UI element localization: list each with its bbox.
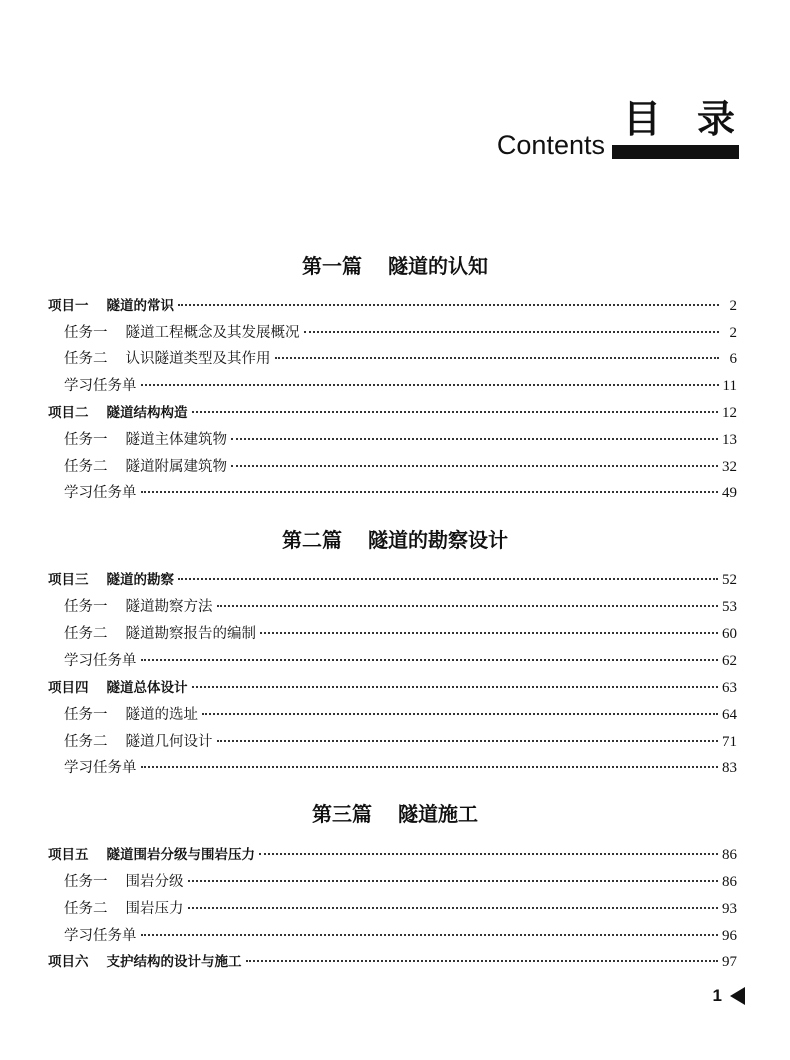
- entry-page: 96: [722, 928, 737, 944]
- entry-page: 2: [729, 298, 737, 314]
- entry-number: 任务二: [64, 351, 108, 367]
- toc-entry-worksheet[interactable]: [64, 481, 737, 503]
- dot-leader: [231, 465, 718, 467]
- toc-entry-project[interactable]: [48, 568, 737, 590]
- entry-page: 60: [722, 626, 737, 642]
- entry-number: 任务一: [64, 707, 108, 723]
- toc-entry-task[interactable]: [64, 897, 737, 919]
- toc-entry-task[interactable]: [64, 703, 737, 725]
- toc-entry-project[interactable]: [48, 676, 737, 698]
- dot-leader: [259, 853, 718, 855]
- dot-leader: [188, 907, 719, 909]
- entry-title: 隧道的勘察: [106, 572, 174, 588]
- toc-entry-task[interactable]: [64, 870, 737, 892]
- entry-number: 项目六: [48, 954, 89, 970]
- entry-page: 52: [722, 572, 737, 588]
- entry-title: 学习任务单: [64, 378, 137, 394]
- entry-number: 任务二: [64, 459, 108, 475]
- entry-number: 项目三: [48, 572, 89, 588]
- entry-title: 隧道的常识: [106, 298, 174, 314]
- entry-number: 任务一: [64, 874, 108, 890]
- part-heading-3: [0, 798, 790, 827]
- entry-page: 13: [722, 432, 737, 448]
- toc-entry-task[interactable]: [64, 622, 737, 644]
- toc-entry-project[interactable]: [48, 950, 737, 972]
- toc-entry-task[interactable]: [64, 347, 737, 369]
- dot-leader: [141, 659, 719, 661]
- part-title: 隧道的勘察设计: [368, 528, 508, 552]
- entry-title: 隧道附属建筑物: [125, 459, 227, 475]
- entry-title: 围岩分级: [125, 874, 184, 890]
- entry-number: 任务一: [64, 599, 108, 615]
- entry-title: 隧道勘察报告的编制: [125, 626, 256, 642]
- triangle-left-icon: [730, 987, 745, 1005]
- toc-entry-project[interactable]: [48, 294, 737, 316]
- toc-entry-task[interactable]: [64, 321, 737, 343]
- dot-leader: [217, 740, 719, 742]
- part-title: 隧道施工: [398, 802, 478, 826]
- toc-entry-project[interactable]: [48, 401, 737, 423]
- entry-title: 隧道的选址: [125, 707, 198, 723]
- entry-page: 63: [722, 680, 737, 696]
- entry-page: 97: [722, 954, 737, 970]
- entry-number: 任务一: [64, 325, 108, 341]
- dot-leader: [178, 578, 718, 580]
- entry-title: 支护结构的设计与施工: [106, 954, 242, 970]
- dot-leader: [304, 331, 720, 333]
- entry-title: 隧道几何设计: [125, 734, 213, 750]
- entry-page: 93: [722, 901, 737, 917]
- entry-number: 项目四: [48, 680, 89, 696]
- entry-page: 12: [722, 405, 737, 421]
- entry-title: 隧道围岩分级与围岩压力: [106, 847, 255, 863]
- toc-entry-task[interactable]: [64, 428, 737, 450]
- toc-entry-task[interactable]: [64, 730, 737, 752]
- toc-entry-worksheet[interactable]: [64, 374, 737, 396]
- entry-number: 项目二: [48, 405, 89, 421]
- entry-title: 隧道工程概念及其发展概况: [125, 325, 300, 341]
- entry-page: 64: [722, 707, 737, 723]
- toc-entry-worksheet[interactable]: [64, 756, 737, 778]
- dot-leader: [141, 766, 719, 768]
- toc-entry-task[interactable]: [64, 595, 737, 617]
- toc-entry-project[interactable]: [48, 843, 737, 865]
- part-heading-2: [0, 524, 790, 553]
- title-char-2: 录: [696, 97, 735, 141]
- entry-title: 学习任务单: [64, 928, 137, 944]
- dot-leader: [231, 438, 718, 440]
- dot-leader: [188, 880, 719, 882]
- entry-page: 83: [722, 760, 737, 776]
- entry-page: 32: [722, 459, 737, 475]
- part-number: 第二篇: [282, 528, 342, 552]
- entry-number: 任务二: [64, 901, 108, 917]
- part-heading-1: [0, 250, 790, 279]
- title-decoration-bar: [612, 145, 739, 159]
- dot-leader: [202, 713, 718, 715]
- part-number: 第三篇: [312, 802, 372, 826]
- toc-entry-worksheet[interactable]: [64, 649, 737, 671]
- entry-page: 71: [722, 734, 737, 750]
- entry-number: 项目一: [48, 298, 89, 314]
- part-number: 第一篇: [302, 254, 362, 278]
- entry-title: 学习任务单: [64, 653, 137, 669]
- entry-page: 62: [722, 653, 737, 669]
- entry-title: 认识隧道类型及其作用: [125, 351, 271, 367]
- dot-leader: [141, 384, 719, 386]
- dot-leader: [246, 960, 719, 962]
- entry-number: 任务二: [64, 626, 108, 642]
- dot-leader: [275, 357, 720, 359]
- dot-leader: [141, 491, 719, 493]
- page-title-cn: [623, 88, 735, 143]
- entry-title: 隧道主体建筑物: [125, 432, 227, 448]
- part-title: 隧道的认知: [388, 254, 488, 278]
- entry-page: 53: [722, 599, 737, 615]
- entry-title: 学习任务单: [64, 760, 137, 776]
- dot-leader: [217, 605, 719, 607]
- entry-number: 项目五: [48, 847, 89, 863]
- entry-title: 围岩压力: [125, 901, 184, 917]
- entry-page: 2: [729, 325, 737, 341]
- dot-leader: [192, 411, 719, 413]
- toc-entry-task[interactable]: [64, 455, 737, 477]
- entry-title: 隧道结构构造: [106, 405, 188, 421]
- page-title-en: Contents: [496, 130, 605, 160]
- dot-leader: [141, 934, 719, 936]
- entry-page: 86: [722, 847, 737, 863]
- entry-page: 49: [722, 485, 737, 501]
- entry-number: 任务一: [64, 432, 108, 448]
- entry-page: 86: [722, 874, 737, 890]
- entry-title: 隧道勘察方法: [125, 599, 213, 615]
- entry-page: 11: [722, 378, 737, 394]
- toc-entry-worksheet[interactable]: [64, 924, 737, 946]
- page-footer: [713, 986, 745, 1006]
- dot-leader: [192, 686, 719, 688]
- entry-page: 6: [729, 351, 737, 367]
- entry-title: 学习任务单: [64, 485, 137, 501]
- page-number: 1: [712, 986, 722, 1005]
- title-char-1: 目: [622, 97, 661, 141]
- entry-number: 任务二: [64, 734, 108, 750]
- dot-leader: [178, 304, 719, 306]
- entry-title: 隧道总体设计: [106, 680, 188, 696]
- dot-leader: [260, 632, 718, 634]
